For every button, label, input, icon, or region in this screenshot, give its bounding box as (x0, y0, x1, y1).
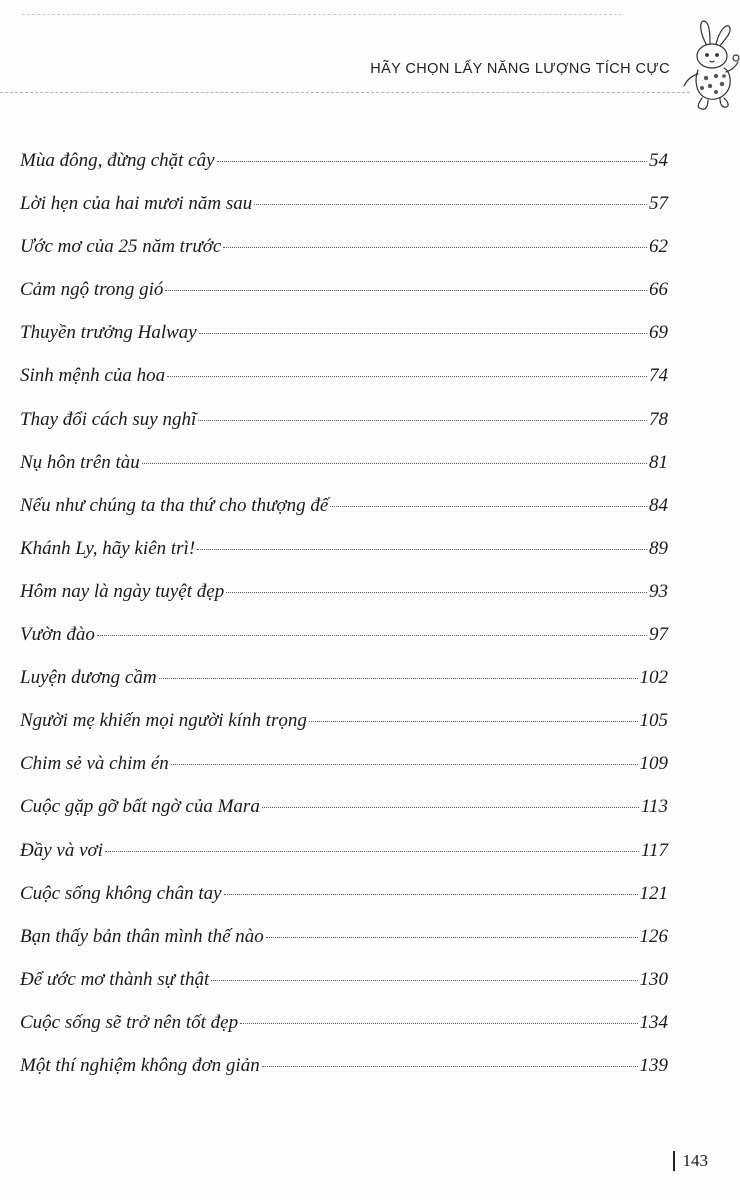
toc-leader-dots (309, 721, 638, 722)
running-title: HÃY CHỌN LẤY NĂNG LƯỢNG TÍCH CỰC (370, 61, 670, 77)
toc-entry-title: Để ước mơ thành sự thật (20, 968, 210, 990)
toc-entry-page: 121 (639, 882, 668, 904)
toc-leader-dots (226, 592, 647, 593)
toc-entry-title: Mùa đông, đừng chặt cây (20, 150, 215, 171)
toc-entry-page: 54 (649, 150, 668, 171)
toc-entry (20, 883, 668, 926)
toc-entry-title: Thay đổi cách suy nghĩ (20, 408, 197, 430)
toc-entry (20, 279, 668, 322)
header-rule (0, 92, 690, 93)
toc-entry (20, 667, 668, 710)
toc-entry-title: Chim sẻ và chim én (20, 753, 169, 775)
toc-entry-page: 66 (649, 279, 668, 301)
toc-entry-title: Nếu như chúng ta tha thứ cho thượng đế (20, 494, 329, 516)
toc-entry-page: 130 (639, 968, 668, 990)
toc-leader-dots (159, 678, 638, 679)
toc-entry-page: 97 (649, 624, 668, 646)
toc-leader-dots (211, 980, 637, 981)
toc-entry-page: 113 (640, 796, 668, 818)
toc-entry-title: Khánh Ly, hãy kiên trì! (20, 537, 196, 559)
toc-entry (20, 753, 668, 796)
toc-leader-dots (266, 937, 638, 938)
toc-leader-dots (223, 247, 647, 248)
toc-entry-title: Một thí nghiệm không đơn giản (20, 1054, 260, 1076)
toc-entry-title: Cuộc sống sẽ trở nên tốt đẹp (20, 1011, 239, 1033)
header-rule-top (22, 14, 622, 15)
toc-leader-dots (197, 549, 647, 550)
toc-entry (20, 624, 668, 667)
toc-entry-title: Đầy và vơi (20, 839, 103, 861)
toc-entry (20, 365, 668, 408)
toc-leader-dots (262, 1066, 638, 1067)
toc-entry-page: 134 (639, 1011, 668, 1033)
toc-entry-page: 74 (649, 365, 668, 387)
toc-entry-title: Bạn thấy bản thân mình thế nào (20, 925, 264, 947)
toc-entry-page: 139 (639, 1054, 668, 1076)
toc-leader-dots (330, 506, 647, 507)
toc-entry (20, 193, 668, 236)
toc-entry-page: 93 (649, 580, 668, 602)
toc-entry-title: Cuộc gặp gỡ bất ngờ của Mara (20, 796, 260, 818)
toc-entry-page: 89 (649, 537, 668, 559)
toc-leader-dots (217, 161, 647, 162)
toc-entry-title: Lời hẹn của hai mươi năm sau (20, 193, 253, 215)
toc-entry (20, 538, 668, 581)
toc-entry (20, 150, 668, 193)
toc-entry (20, 796, 668, 839)
toc-leader-dots (171, 764, 638, 765)
toc-entry-page: 57 (649, 193, 668, 215)
toc-leader-dots (240, 1023, 637, 1024)
toc-entry-page: 84 (649, 494, 668, 516)
toc-entry-title: Cuộc sống không chân tay (20, 882, 222, 904)
toc-leader-dots (167, 376, 647, 377)
toc-entry (20, 840, 668, 883)
toc-entry (20, 969, 668, 1012)
toc-leader-dots (262, 807, 639, 808)
toc-entry-title: Luyện dương cầm (20, 667, 157, 689)
toc-entry-title: Ước mơ của 25 năm trước (20, 236, 222, 258)
toc-entry (20, 452, 668, 495)
toc-entry (20, 236, 668, 279)
toc-entry-page: 81 (649, 451, 668, 473)
toc-entry (20, 409, 668, 452)
toc-entry-page: 126 (639, 925, 668, 947)
toc-entry-title: Sinh mệnh của hoa (20, 365, 166, 387)
toc-entry (20, 322, 668, 365)
toc-entry (20, 1055, 668, 1098)
toc-entry (20, 495, 668, 538)
toc-entry-page: 62 (649, 236, 668, 258)
toc-leader-dots (224, 894, 638, 895)
page-number-text: 143 (682, 1151, 708, 1170)
toc-leader-dots (199, 333, 647, 334)
toc-leader-dots (105, 851, 639, 852)
toc-leader-dots (165, 290, 647, 291)
toc-entry-title: Hôm nay là ngày tuyệt đẹp (20, 580, 225, 602)
toc-entry-title: Nụ hôn trên tàu (20, 451, 140, 473)
toc-entry (20, 926, 668, 969)
toc-entry-page: 78 (649, 408, 668, 430)
toc-entry-title: Vườn đào (20, 624, 95, 646)
toc-leader-dots (254, 204, 647, 205)
page-number (673, 1151, 709, 1171)
toc-entry (20, 581, 668, 624)
toc-leader-dots (142, 463, 647, 464)
toc-entry-title: Cảm ngộ trong gió (20, 279, 164, 301)
rabbit-illustration-icon (676, 14, 740, 114)
toc-entry-page: 69 (649, 322, 668, 344)
toc-entry-title: Thuyền trưởng Halway (20, 322, 197, 344)
toc-entry (20, 710, 668, 753)
toc-leader-dots (198, 420, 647, 421)
toc-leader-dots (97, 635, 647, 636)
folio-divider (673, 1151, 675, 1171)
toc-entry-title: Người mẹ khiến mọi người kính trọng (20, 710, 307, 732)
toc-entry-page: 109 (639, 753, 668, 775)
toc-entry (20, 1012, 668, 1055)
table-of-contents (20, 150, 668, 1098)
toc-entry-page: 102 (639, 667, 668, 689)
toc-entry-page: 117 (640, 839, 668, 861)
toc-entry-page: 105 (639, 710, 668, 732)
